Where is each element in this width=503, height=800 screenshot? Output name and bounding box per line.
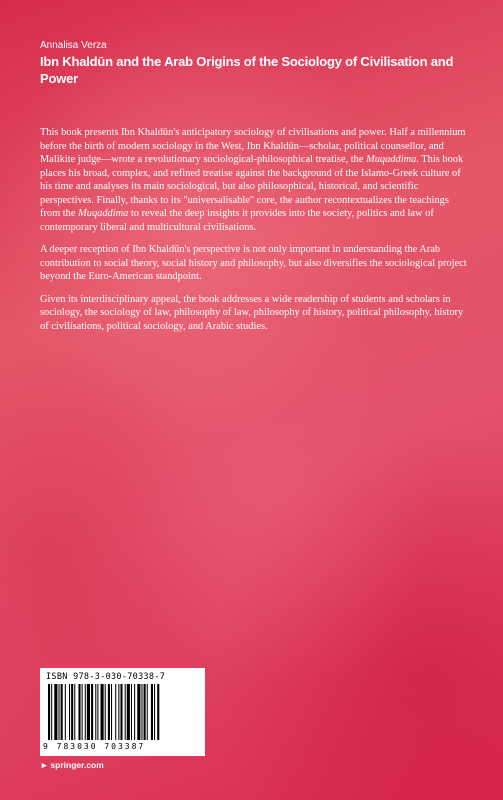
blurb [40,126,470,342]
publisher-website[interactable] [40,760,104,770]
barcode-digits: 9 783030 703387 [43,742,146,751]
book-title: Ibn Khaldūn and the Arab Origins of the Sociology of Civilisation and Power [40,54,454,86]
blurb-paragraph-2: A deeper reception of Ibn Khaldūn's perspective is not only important in understanding the Arab contribution to social theory, social history and philosophy, but also diversifies the sociological project beyond the Euro-American standpoint. [40,244,467,282]
barcode-icon [46,684,199,744]
blurb-paragraph-3: Given its interdisciplinary appeal, the book addresses a wide readership of students and scholars in sociology, the sociology of law, philosophy of law, philosophy of history, political philosophy, history of civilisations, political sociology, and Arabic studies. [40,293,464,332]
website-label: springer.com [50,760,104,770]
author-name: Annalisa Verza [40,40,107,51]
isbn-label: ISBN 978-3-030-70338-7 [46,672,166,682]
book-title-italic: Muqaddima [78,208,129,219]
book-title-italic: Muqaddima [366,154,417,165]
barcode-box [40,668,205,756]
blurb-paragraph-1: This book presents Ibn Khaldūn's anticipatory sociology of civilisations and power. Half a millennium before the birth of modern sociology in the West, Ibn Khaldūn—scholar, political counsellor, and Malikite judge—wrote a revolutionary sociological-philosophical treatise, the Muqaddima. This book places his broad, complex, and refined treatise against the background of the Islamo-Greek culture of his time and analyses its main sociological, but also philosophical, historical, and scientific perspectives. Finally, thanks to its "universalisable" core, the author recontextualizes the teachings from the Muqaddima to reveal the deep insights it provides into the society, politics and law of contemporary liberal and multicultural civilisations. [40,127,466,233]
arrow-icon: ► [40,760,49,770]
